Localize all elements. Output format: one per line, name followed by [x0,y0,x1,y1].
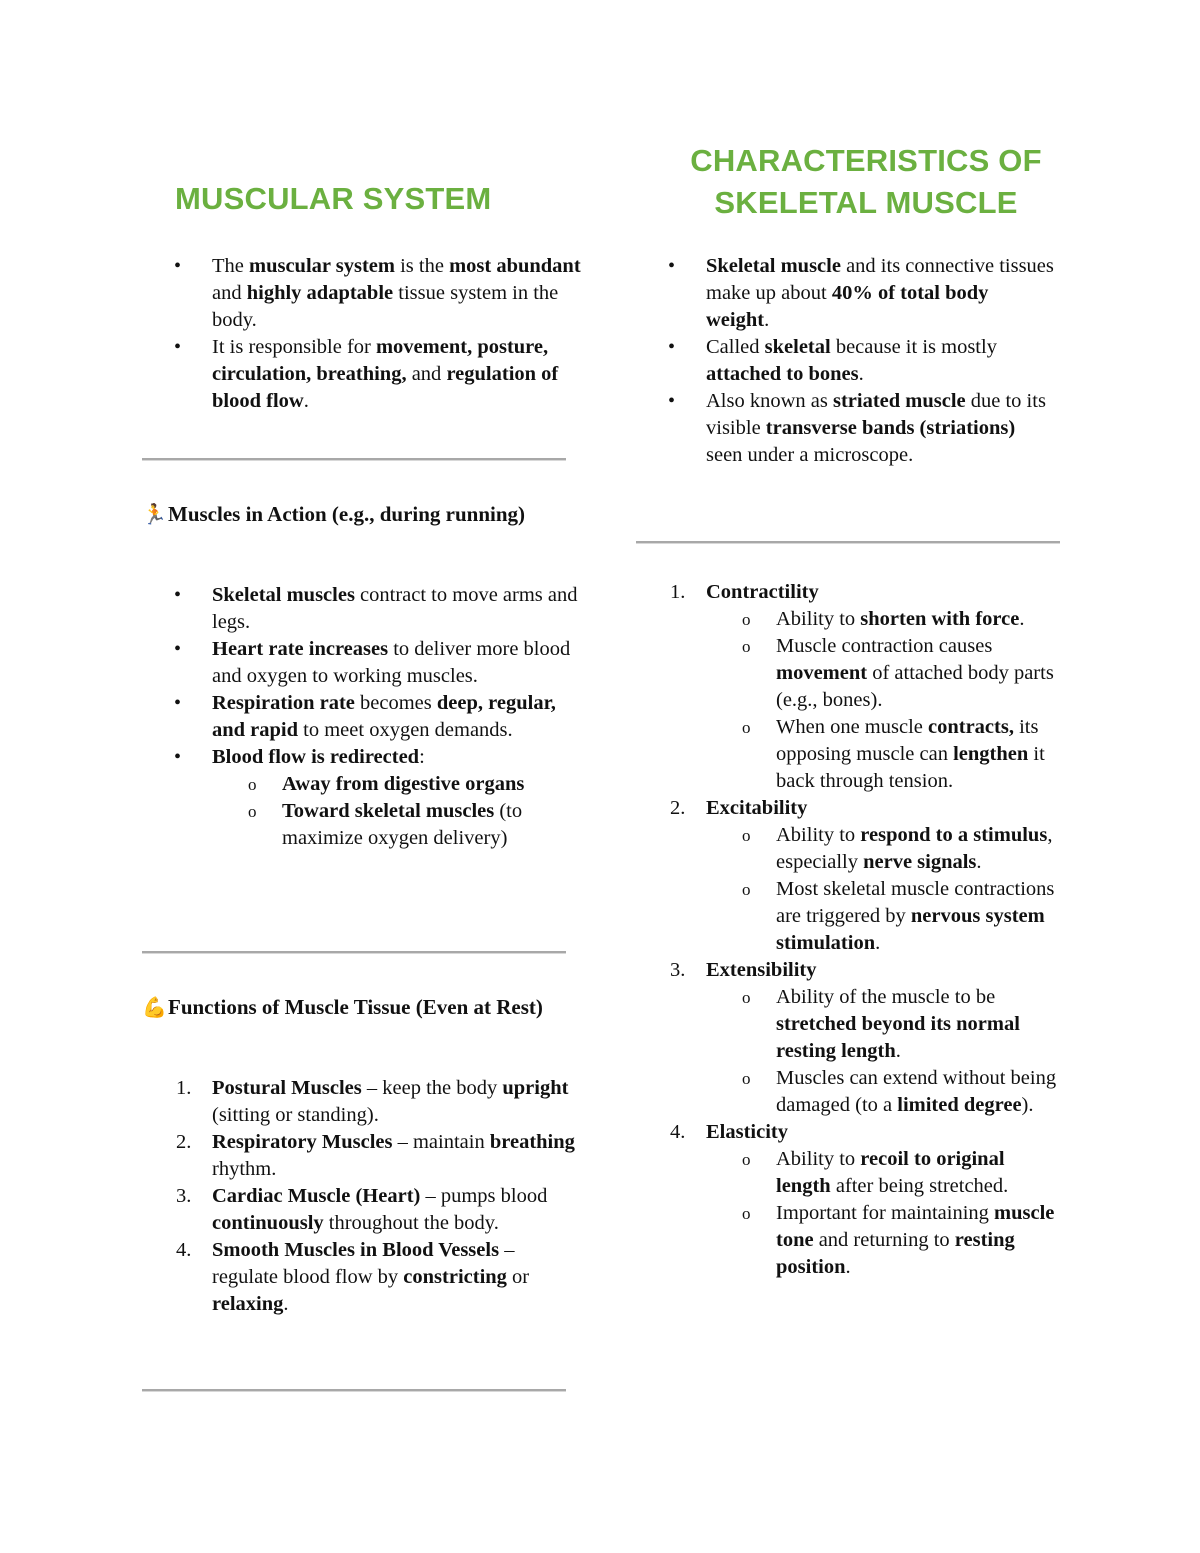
text: or [506,1266,530,1288]
bold-text: Heart rate increases [212,638,389,660]
right-column [636,0,1060,1553]
bold-text: attached to bones [706,363,859,385]
list-item [142,334,582,415]
bold-text: nerve signals [863,851,977,873]
bold-text: Respiratory Muscles [212,1131,393,1153]
characteristic-item [636,795,1060,957]
bold-text: respond to a stimulus [860,824,1048,846]
bold-text: stretched beyond its normal resting length [776,1013,1020,1062]
text: to meet oxygen demands. [298,719,513,741]
text: Also known as [706,390,833,412]
text: (to maximize oxygen delivery) [282,800,523,849]
bold-text: muscular system [249,255,395,277]
sub-list-item [636,714,1060,795]
text: When one muscle [776,716,928,738]
text: . [845,1256,851,1278]
numbered-item [142,1183,582,1237]
text: and returning to [813,1229,955,1251]
bold-text: highly adaptable [246,282,394,304]
characteristic-name: Excitability [706,797,808,819]
item-number: 3. [670,959,686,981]
bold-text: Cardiac Muscle (Heart) [212,1185,421,1207]
bold-text: most abundant [449,255,581,277]
item-number: 4. [176,1239,192,1261]
text: – maintain [392,1131,490,1153]
text: . [283,1293,289,1315]
characteristic-name: Elasticity [706,1121,788,1143]
bold-text: relaxing [212,1293,284,1315]
bold-text: upright [502,1077,569,1099]
numbered-item [142,1129,582,1183]
bold-text: continuously [212,1212,324,1234]
text: . [303,390,309,412]
text: rhythm. [212,1158,277,1180]
list-item [142,253,582,334]
bold-text: constricting [403,1266,507,1288]
characteristic-name: Contractility [706,581,819,603]
text: and its connective tissues make up about [706,255,1054,304]
muscles-in-action-list [142,582,582,852]
sub-list-item [636,1200,1060,1281]
text: Important for maintaining [776,1202,995,1224]
characteristic-sub-list [706,822,1060,957]
list-item [636,334,1056,388]
item-number: 2. [670,797,686,819]
list-item [142,744,582,852]
blood-flow-sub-list [212,771,582,852]
sub-list-item [142,771,582,798]
text: , especially [776,824,1053,873]
text: to deliver more blood and oxygen to working muscles. [212,638,571,687]
characteristic-item [636,957,1060,1119]
text: Ability to [776,824,861,846]
text: and [406,363,447,385]
characteristics-list [636,579,1060,1281]
functions-heading [142,993,566,1021]
bold-text: movement, posture, circulation, breathing, [212,336,549,385]
divider [636,541,1060,544]
text: contract to move arms and legs. [212,584,578,633]
characteristic-name: Extensibility [706,959,817,981]
bold-text: Respiration rate [212,692,355,714]
bold-text: breathing [489,1131,575,1153]
characteristic-item [636,1119,1060,1281]
text: Ability of the muscle to be [776,986,996,1008]
text: it back through tension. [776,743,1045,792]
text: . [1019,608,1025,630]
list-item [142,582,582,636]
bold-text: Postural Muscles [212,1077,362,1099]
numbered-item [142,1237,582,1318]
text: . [875,932,881,954]
text: – regulate blood flow by [212,1239,515,1288]
functions-title: Functions of Muscle Tissue (Even at Rest) [168,995,543,1019]
bold-text: nervous system stimulation [776,905,1045,954]
bold-text: recoil to original length [776,1148,1005,1197]
text: (sitting or standing). [212,1104,379,1126]
bold-text: shorten with force [860,608,1020,630]
characteristics-title-line-2: SKELETAL MUSCLE [714,185,1018,220]
characteristic-sub-list [706,606,1060,795]
text: throughout the body. [323,1212,499,1234]
text: . [976,851,982,873]
sub-list-item [636,633,1060,714]
text: . [764,309,770,331]
bold-text: 40% of total body weight [706,282,989,331]
text: of attached body parts (e.g., bones). [776,662,1054,711]
list-item [142,636,582,690]
muscular-system-intro-list [142,253,582,415]
bold-text: regulation of blood flow [212,363,559,412]
text: Most skeletal muscle contractions are triggered by [776,878,1055,927]
text: Called [706,336,765,358]
bold-text: transverse bands (striations) [765,417,1016,439]
bold-text: Smooth Muscles in Blood Vessels [212,1239,500,1261]
text: after being stretched. [830,1175,1009,1197]
item-number: 1. [176,1077,192,1099]
divider [142,1389,566,1392]
sub-list-item [636,1065,1060,1119]
text: . [895,1040,901,1062]
bold-text: resting position [776,1229,1015,1278]
text: – pumps blood [420,1185,548,1207]
numbered-item [142,1075,582,1129]
bold-text: Skeletal muscles [212,584,355,606]
bold-text: Skeletal muscle [706,255,841,277]
text: Muscles can extend without being damaged (to a [776,1067,1057,1116]
bold-text: lengthen [953,743,1029,765]
bold-text: deep, regular, and rapid [212,692,556,741]
skeletal-muscle-intro-list [636,253,1056,469]
muscles-in-action-title: Muscles in Action (e.g., during running) [168,502,526,526]
text: – keep the body [361,1077,503,1099]
bold-text: limited degree [897,1094,1022,1116]
text: Muscle contraction causes [776,635,993,657]
text: The [212,255,249,277]
list-item [636,388,1056,469]
text: its opposing muscle can [776,716,1039,765]
text: . [858,363,864,385]
characteristic-sub-list [706,1146,1060,1281]
sub-list-item [636,876,1060,957]
divider [142,951,566,954]
bold-text: Blood flow is redirected [212,746,420,768]
text: because it is mostly [830,336,997,358]
divider [142,458,566,461]
sub-list-item [636,606,1060,633]
text: due to its visible [706,390,1046,439]
bold-text: muscle tone [776,1202,1055,1251]
characteristic-item [636,579,1060,795]
item-number: 3. [176,1185,192,1207]
item-number: 2. [176,1131,192,1153]
item-number: 4. [670,1121,686,1143]
text: tissue system in the body. [212,282,559,331]
running-icon: 🏃 [142,502,167,526]
text: ). [1021,1094,1034,1116]
text: seen under a microscope. [706,444,914,466]
text: It is responsible for [212,336,376,358]
bold-text: Toward skeletal muscles [282,800,495,822]
sub-list-item [142,798,582,852]
text: becomes [354,692,437,714]
text: is the [394,255,450,277]
list-item [142,690,582,744]
text: : [419,746,425,768]
left-column [142,0,581,1553]
characteristic-sub-list [706,984,1060,1119]
text: Ability to [776,1148,861,1170]
bold-text: movement [776,662,868,684]
characteristics-title [636,140,1096,224]
bold-text: skeletal [764,336,831,358]
text: Ability to [776,608,861,630]
muscles-in-action-heading [142,500,566,528]
characteristics-title-line-1: CHARACTERISTICS OF [690,143,1042,178]
bold-text: contracts, [928,716,1014,738]
sub-list-item [636,1146,1060,1200]
item-number: 1. [670,581,686,603]
sub-list-item [636,984,1060,1065]
list-item [636,253,1056,334]
bold-text: Away from digestive organs [282,773,525,795]
functions-list [142,1075,582,1318]
muscular-system-title: MUSCULAR SYSTEM [175,181,492,216]
text: and [212,282,247,304]
sub-list-item [636,822,1060,876]
bold-text: striated muscle [832,390,966,412]
flexed-biceps-icon: 💪 [142,995,167,1019]
